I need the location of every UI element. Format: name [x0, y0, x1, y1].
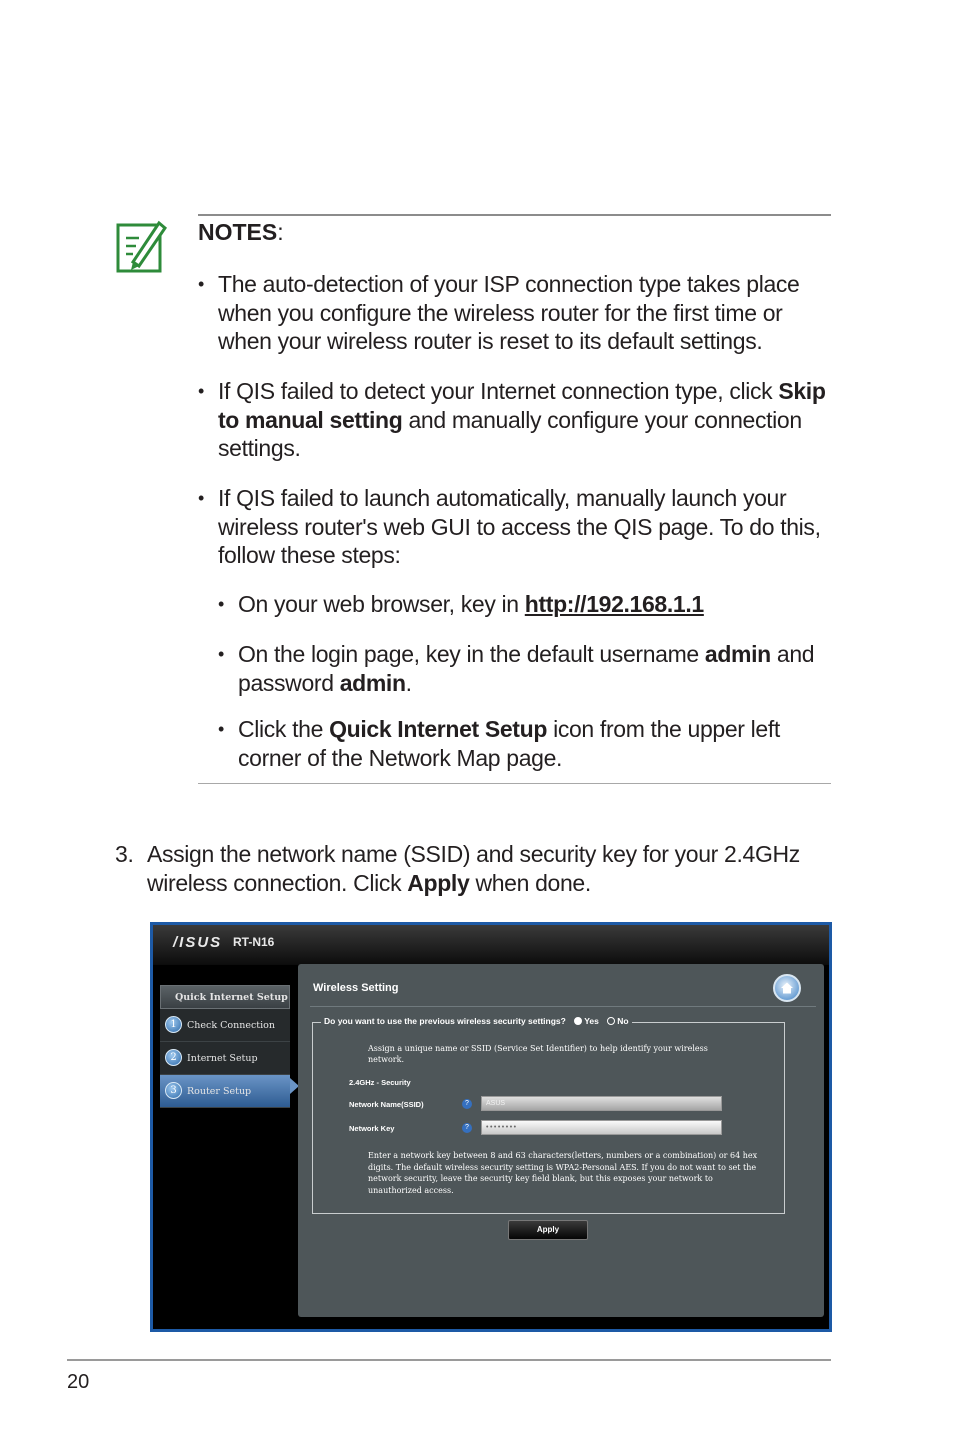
note-bullet-skip-manual: • If QIS failed to detect your Internet connection type, click Skip to manual setting and manually configure your connection settings.: [198, 378, 826, 461]
asus-logo: /ISUS: [173, 934, 223, 951]
panel-title: Wireless Setting: [313, 982, 399, 994]
network-key-label: Network Key: [349, 1124, 395, 1133]
bullet-dot: •: [198, 488, 204, 508]
ssid-label: Network Name(SSID): [349, 1100, 424, 1109]
router-header: [153, 925, 829, 965]
bullet-dot: •: [198, 381, 204, 401]
router-screenshot: [150, 922, 832, 1332]
home-icon[interactable]: [773, 974, 801, 1002]
router-url-link[interactable]: http://192.168.1.1: [524, 591, 704, 617]
sub-bullet-qis-icon: • Click the Quick Internet Setup icon from the upper left corner of the Network Map page.: [218, 716, 780, 771]
notes-pencil-icon: [115, 218, 167, 274]
sidebar-item-check-connection[interactable]: 1 Check Connection: [160, 1009, 290, 1042]
notes-top-rule: [198, 214, 831, 216]
sidebar-item-internet-setup[interactable]: 2 Internet Setup: [160, 1042, 290, 1075]
router-model: RT-N16: [233, 935, 275, 949]
note-bullet-autodetect: • The auto-detection of your ISP connection type takes place when you configure the wireless router for the first time or when your wireless router is reset to its default settings.: [198, 271, 800, 354]
step-1-icon: 1: [165, 1016, 182, 1033]
bullet-dot: •: [218, 719, 224, 739]
sidebar-item-router-setup[interactable]: 3 Router Setup: [160, 1075, 290, 1108]
step-number: 3.: [115, 841, 134, 867]
security-fieldset: [312, 1016, 785, 1214]
sub-bullet-browser: • On your web browser, key in http://192.168.1.1: [218, 591, 704, 617]
ssid-help-icon[interactable]: ?: [462, 1099, 472, 1109]
yes-label: Yes: [584, 1016, 599, 1026]
network-key-hint: Enter a network key between 8 and 63 characters(letters, numbers or a combination) or 64 hex digits. The default wireless security setting is WPA2-Personal AES. If you do not want to set the network security, leave the security key field blank, but this exposes your network to unauthorized access.: [368, 1151, 758, 1195]
bullet-dot: •: [218, 594, 224, 614]
no-radio[interactable]: [607, 1017, 615, 1025]
note-bullet-manual-launch: • If QIS failed to launch automatically, manually launch your wireless router's web GUI to access the QIS page. To do this, follow these steps:: [198, 485, 821, 568]
key-help-icon[interactable]: ?: [462, 1123, 472, 1133]
sidebar-title[interactable]: Quick Internet Setup: [160, 985, 290, 1009]
previous-settings-question: Do you want to use the previous wireless security settings? Yes No: [321, 1016, 632, 1026]
bullet-dot: •: [218, 644, 224, 664]
ssid-input[interactable]: ASUS: [481, 1096, 722, 1111]
qis-sidebar: [160, 985, 290, 1108]
step-2-icon: 2: [165, 1049, 182, 1066]
network-key-input[interactable]: ••••••••: [481, 1120, 722, 1135]
wireless-setting-panel: [298, 964, 824, 1317]
yes-radio[interactable]: [574, 1017, 582, 1025]
step-text: Assign the network name (SSID) and security key for your 2.4GHz wireless connection. Click Apply when done.: [147, 841, 800, 896]
notes-bottom-rule: [198, 783, 831, 784]
no-label: No: [617, 1016, 629, 1026]
panel-divider: [310, 1006, 816, 1007]
notes-title: NOTES:: [198, 219, 284, 245]
apply-button[interactable]: Apply: [508, 1220, 588, 1240]
bullet-dot: •: [198, 274, 204, 294]
footer-rule: [67, 1359, 831, 1361]
sub-bullet-login: • On the login page, key in the default username admin and password admin.: [218, 641, 815, 696]
section-label: 2.4GHz - Security: [349, 1078, 411, 1087]
page-number: 20: [67, 1371, 90, 1393]
ssid-intro-text: Assign a unique name or SSID (Service Set Identifier) to help identify your wireless network.: [368, 1044, 708, 1064]
step-3-icon: 3: [165, 1082, 182, 1099]
